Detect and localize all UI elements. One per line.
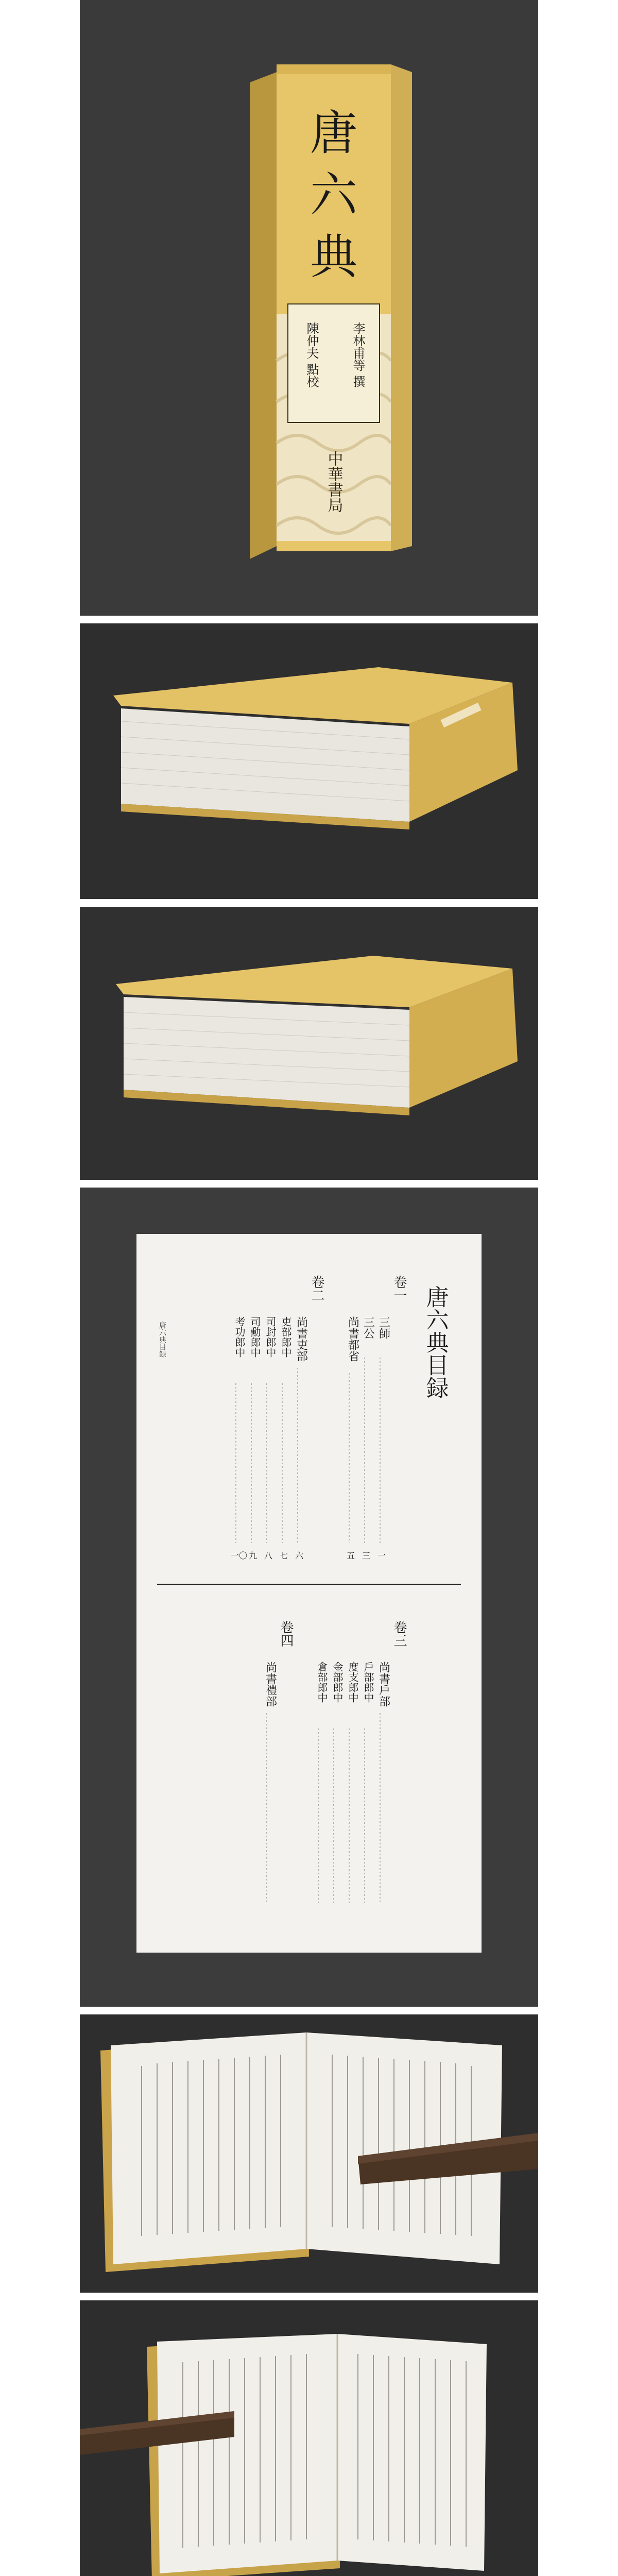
book-flat-illustration-2 [80, 907, 538, 1180]
toc-sangong: 三公 [362, 1316, 375, 1339]
toc-juan1: 卷一 [391, 1275, 407, 1302]
toc-hubu-item-1: 戶部郎中 [362, 1662, 374, 1703]
toc-page-num-2: 三 [362, 1551, 371, 1561]
book-flat-illustration-1 [80, 623, 538, 899]
toc-libu-item-1: 吏部郎中 [280, 1316, 292, 1358]
spine-upright-illustration [80, 0, 538, 616]
photo-spine-upright [80, 0, 538, 616]
spine-editor: 陳仲夫 點校 [304, 322, 319, 388]
photo-book-flat-1 [80, 623, 538, 899]
spine-title-char-2: 六 [310, 167, 358, 223]
toc-libu-item-3: 司勳郎中 [249, 1316, 261, 1358]
photo-toc-page [80, 1188, 538, 2007]
photo-open-book-1 [80, 2014, 538, 2293]
toc-libu-item-4: 考功郎中 [233, 1316, 246, 1358]
toc-page-num-4: 六 [295, 1551, 304, 1561]
toc-page-num-1: 一 [377, 1551, 386, 1561]
toc-libu: 尚書吏部 [295, 1316, 308, 1362]
toc-page-num-7: 九 [249, 1551, 258, 1561]
toc-hubu-item-3: 金部郎中 [331, 1662, 344, 1703]
spine-author: 李林甫等 撰 [351, 322, 365, 388]
toc-heading: 唐六典目録 [422, 1285, 449, 1399]
toc-shangshu: 尚書都省 [346, 1316, 359, 1362]
toc-page-num-5: 七 [280, 1551, 288, 1561]
toc-juan4: 卷四 [278, 1620, 294, 1647]
open-book-illustration-2 [80, 2300, 538, 2576]
spine-title-char-1: 唐 [310, 106, 358, 161]
toc-hubu-item-2: 度支郎中 [347, 1662, 359, 1703]
photo-book-flat-2 [80, 907, 538, 1180]
toc-page-num-8: 一〇 [231, 1551, 248, 1561]
toc-libu2: 尚書禮部 [264, 1662, 277, 1707]
open-book-illustration-1 [80, 2014, 538, 2293]
spine-publisher: 中華書局 [324, 451, 343, 513]
toc-hubu-item-4: 倉部郎中 [316, 1662, 328, 1703]
photo-open-book-2 [80, 2300, 538, 2576]
toc-page-num-6: 八 [264, 1551, 273, 1561]
toc-hubu: 尚書戶部 [377, 1662, 390, 1707]
toc-juan2: 卷二 [309, 1275, 324, 1302]
toc-side-label: 唐六典目録 [158, 1321, 166, 1358]
toc-sanshi: 三師 [377, 1316, 390, 1339]
toc-page-illustration [80, 1188, 538, 2007]
toc-libu-item-2: 司封郎中 [264, 1316, 277, 1358]
toc-juan3: 卷三 [391, 1620, 407, 1647]
toc-page-num-3: 五 [347, 1551, 355, 1561]
spine-title-char-3: 典 [310, 229, 358, 284]
